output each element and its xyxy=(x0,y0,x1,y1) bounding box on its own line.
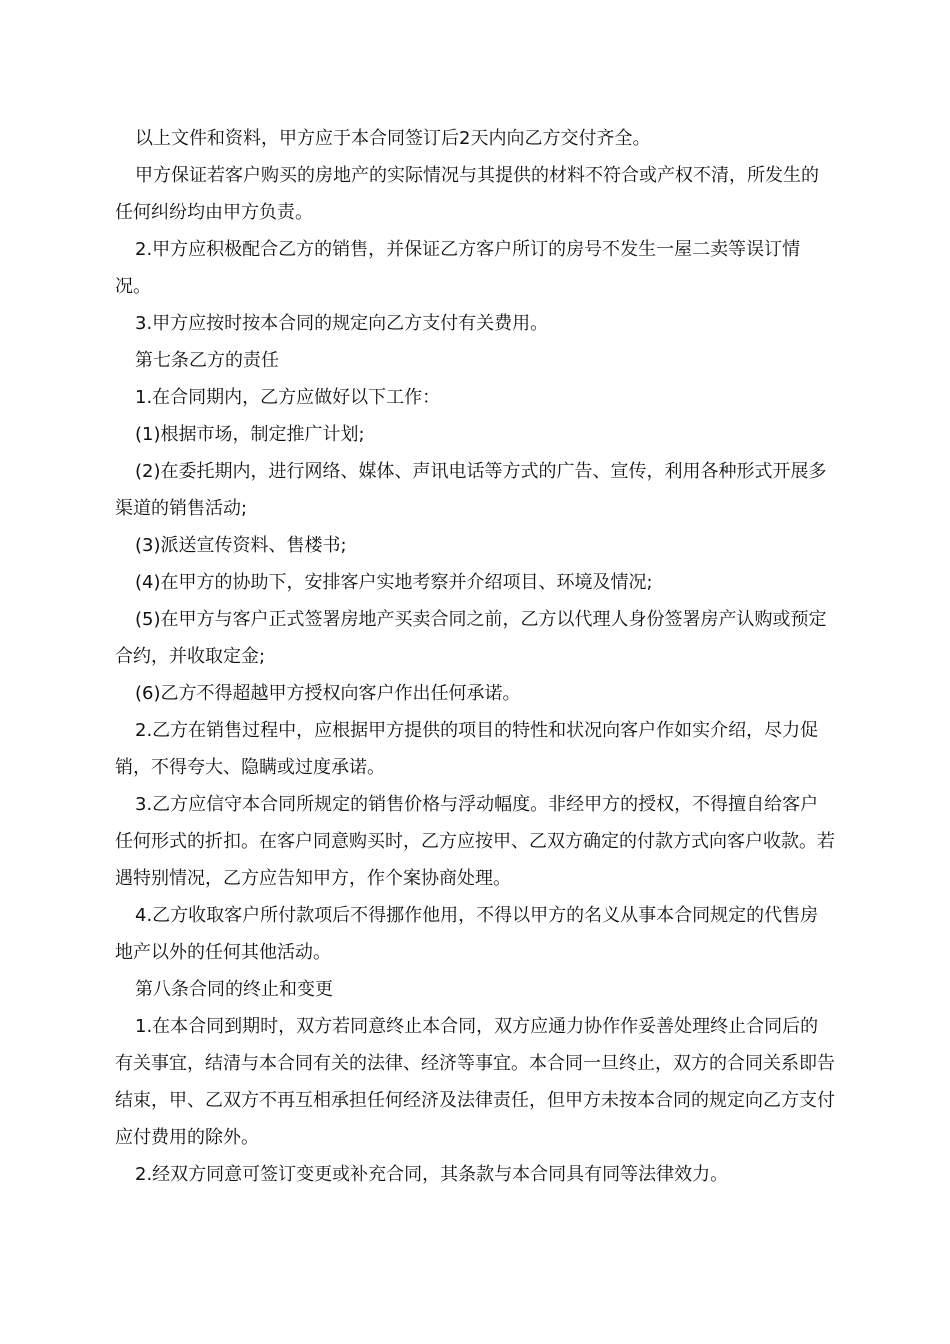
paragraph-party-a-guarantee: 甲方保证若客户购买的房地产的实际情况与其提供的材料不符合或产权不清，所发生的任何纠纷均由甲方负责。 xyxy=(115,165,819,223)
paragraph-b-item-2: (2)在委托期内，进行网络、媒体、声讯电话等方式的广告、宣传，利用各种形式开展多渠道的销售活动; xyxy=(115,461,827,519)
paragraph-b-clause-3: 3.乙方应信守本合同所规定的销售价格与浮动幅度。非经甲方的授权，不得擅自给客户任何形式的折扣。在客户同意购买时，乙方应按甲、乙双方确定的付款方式向客户收款。若遇特别情况，乙方应告知甲方，作个案协商处理。 xyxy=(115,794,835,889)
article-8-heading: 第八条合同的终止和变更 xyxy=(135,979,333,1000)
paragraph-documents-delivery: 以上文件和资料，甲方应于本合同签订后2天内向乙方交付齐全。 xyxy=(135,128,651,149)
paragraph-b-item-6: (6)乙方不得超越甲方授权向客户作出任何承诺。 xyxy=(135,683,521,704)
article-7-heading: 第七条乙方的责任 xyxy=(135,350,279,371)
paragraph-b-clause-2: 2.乙方在销售过程中，应根据甲方提供的项目的特性和状况向客户作如实介绍，尽力促销，不得夸大、隐瞒或过度承诺。 xyxy=(115,720,819,778)
document-page xyxy=(115,120,835,1193)
paragraph-termination-1: 1.在本合同到期时，双方若同意终止本合同，双方应通力协作作妥善处理终止合同后的有关事宜，结清与本合同有关的法律、经济等事宜。本合同一旦终止，双方的合同关系即告结束，甲、乙双方不再互相承担任何经济及法律责任，但甲方未按本合同的规定向乙方支付应付费用的除外。 xyxy=(115,1016,835,1148)
paragraph-b-clause-4: 4.乙方收取客户所付款项后不得挪作他用，不得以甲方的名义从事本合同规定的代售房地产以外的任何其他活动。 xyxy=(115,905,819,963)
paragraph-b-item-5: (5)在甲方与客户正式签署房地产买卖合同之前，乙方以代理人身份签署房产认购或预定合约，并收取定金; xyxy=(115,609,827,667)
paragraph-b-clause-1: 1.在合同期内，乙方应做好以下工作： xyxy=(135,387,441,408)
paragraph-b-item-4: (4)在甲方的协助下，安排客户实地考察并介绍项目、环境及情况; xyxy=(135,572,653,593)
paragraph-a-clause-2: 2.甲方应积极配合乙方的销售，并保证乙方客户所订的房号不发生一屋二卖等误订情况。 xyxy=(115,239,801,297)
paragraph-b-item-3: (3)派送宣传资料、售楼书; xyxy=(135,535,347,556)
paragraph-a-clause-3: 3.甲方应按时按本合同的规定向乙方支付有关费用。 xyxy=(135,313,549,334)
paragraph-termination-2: 2.经双方同意可签订变更或补充合同，其条款与本合同具有同等法律效力。 xyxy=(135,1164,729,1185)
paragraph-b-item-1: (1)根据市场，制定推广计划; xyxy=(135,424,365,445)
